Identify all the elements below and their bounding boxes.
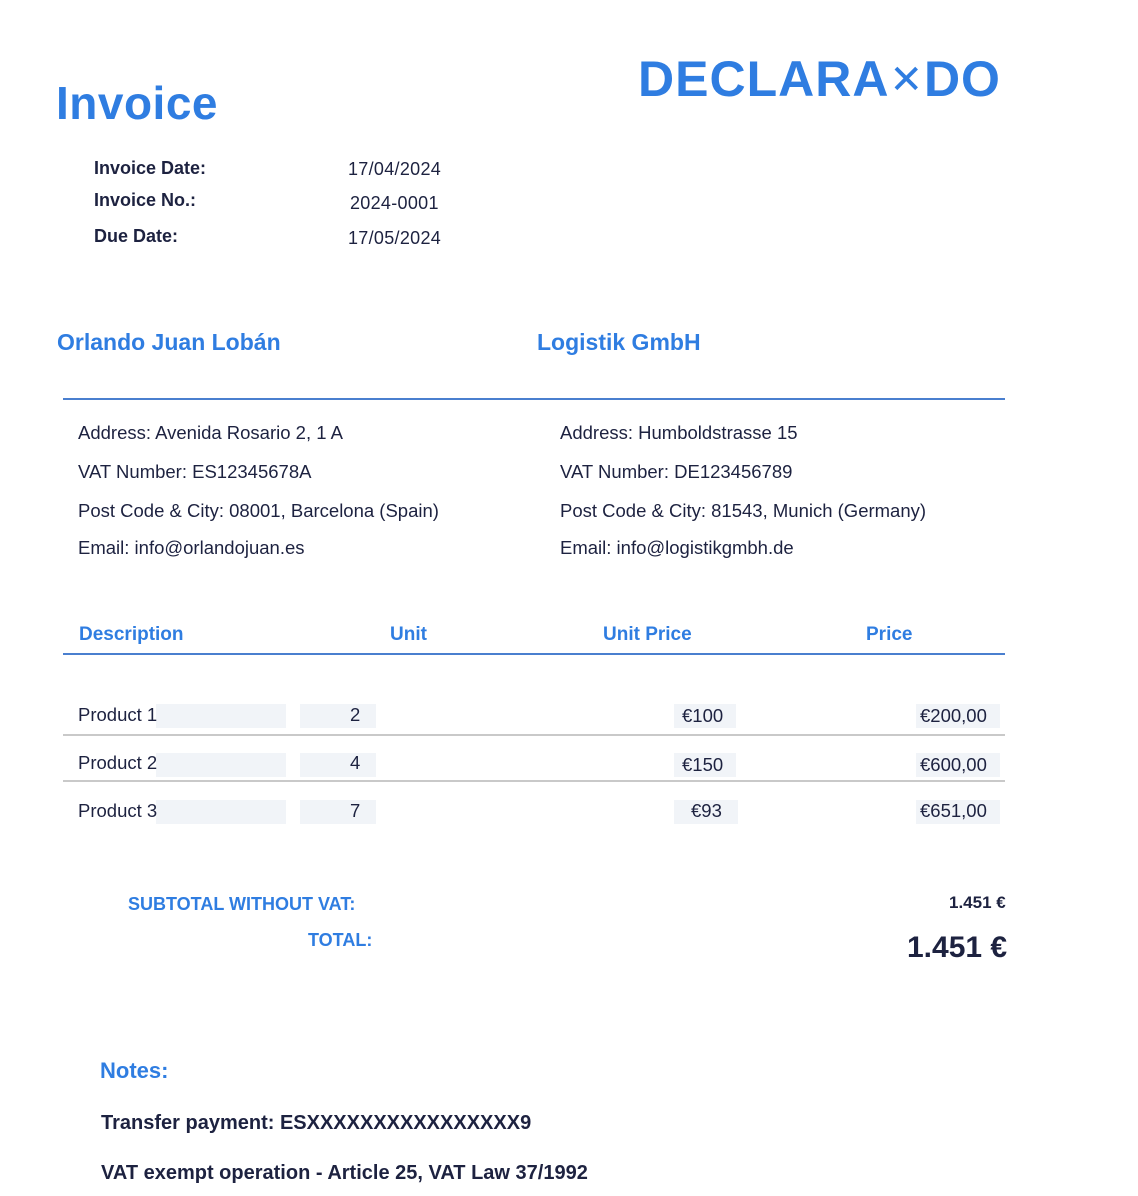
row-2-unit-price: €150 xyxy=(682,754,724,775)
logo-text-start: DECLARA xyxy=(638,51,890,107)
notes-title: Notes: xyxy=(100,1058,169,1083)
invoice-number-value: 2024-0001 xyxy=(350,193,439,213)
row-1-unit-price: €100 xyxy=(682,705,724,726)
column-header-unit: Unit xyxy=(390,624,427,645)
client-city: Post Code & City: 81543, Munich (Germany) xyxy=(560,500,927,521)
row-3-price: €651,00 xyxy=(920,800,987,821)
invoice-date-label: Invoice Date: xyxy=(94,158,207,178)
cell-background xyxy=(300,800,376,824)
logo-mark-icon: ✕ xyxy=(889,58,924,102)
row-3-unit: 7 xyxy=(350,800,361,821)
column-header-description: Description xyxy=(79,624,184,645)
logo-text-end: DO xyxy=(923,51,1001,107)
row-3-unit-price: €93 xyxy=(691,800,722,821)
row-1-description: Product 1 xyxy=(78,704,158,725)
column-header-price: Price xyxy=(866,624,913,645)
client-vat: VAT Number: DE123456789 xyxy=(560,461,793,482)
issuer-email: Email: info@orlandojuan.es xyxy=(78,537,305,558)
total-label: TOTAL: xyxy=(308,930,373,950)
subtotal-label: SUBTOTAL WITHOUT VAT: xyxy=(128,894,356,914)
invoice-number-label: Invoice No.: xyxy=(94,190,197,210)
client-name: Logistik GmbH xyxy=(537,329,701,355)
column-header-unit-price: Unit Price xyxy=(603,624,692,645)
invoice-title: Invoice xyxy=(56,77,219,129)
table-header-divider xyxy=(63,653,1005,655)
declarando-logo xyxy=(638,50,1001,108)
client-address: Address: Humboldstrasse 15 xyxy=(560,422,798,443)
row-2-unit: 4 xyxy=(350,752,361,773)
note-transfer-payment: Transfer payment: ESXXXXXXXXXXXXXXXX9 xyxy=(101,1112,532,1134)
row-2-description: Product 2 xyxy=(78,752,158,773)
parties-divider xyxy=(63,398,1005,400)
cell-background xyxy=(156,800,286,824)
due-date-label: Due Date: xyxy=(94,226,179,246)
invoice-date-value: 17/04/2024 xyxy=(348,159,442,179)
cell-background xyxy=(300,704,376,728)
client-email: Email: info@logistikgmbh.de xyxy=(560,537,794,558)
row-2-price: €600,00 xyxy=(920,754,987,775)
issuer-vat: VAT Number: ES12345678A xyxy=(78,461,312,482)
issuer-address: Address: Avenida Rosario 2, 1 A xyxy=(78,422,343,443)
row-divider xyxy=(63,780,1005,782)
row-divider xyxy=(63,734,1005,736)
row-1-unit: 2 xyxy=(350,704,361,725)
issuer-name: Orlando Juan Lobán xyxy=(57,329,281,355)
subtotal-value: 1.451 € xyxy=(949,893,1006,912)
row-1-price: €200,00 xyxy=(920,705,987,726)
cell-background xyxy=(156,753,286,777)
note-vat-exempt: VAT exempt operation - Article 25, VAT Law 37/1992 xyxy=(101,1162,588,1184)
row-3-description: Product 3 xyxy=(78,800,158,821)
cell-background xyxy=(156,704,286,728)
cell-background xyxy=(300,753,376,777)
issuer-city: Post Code & City: 08001, Barcelona (Spain) xyxy=(78,500,439,521)
due-date-value: 17/05/2024 xyxy=(348,228,442,248)
total-value: 1.451 € xyxy=(907,931,1008,964)
